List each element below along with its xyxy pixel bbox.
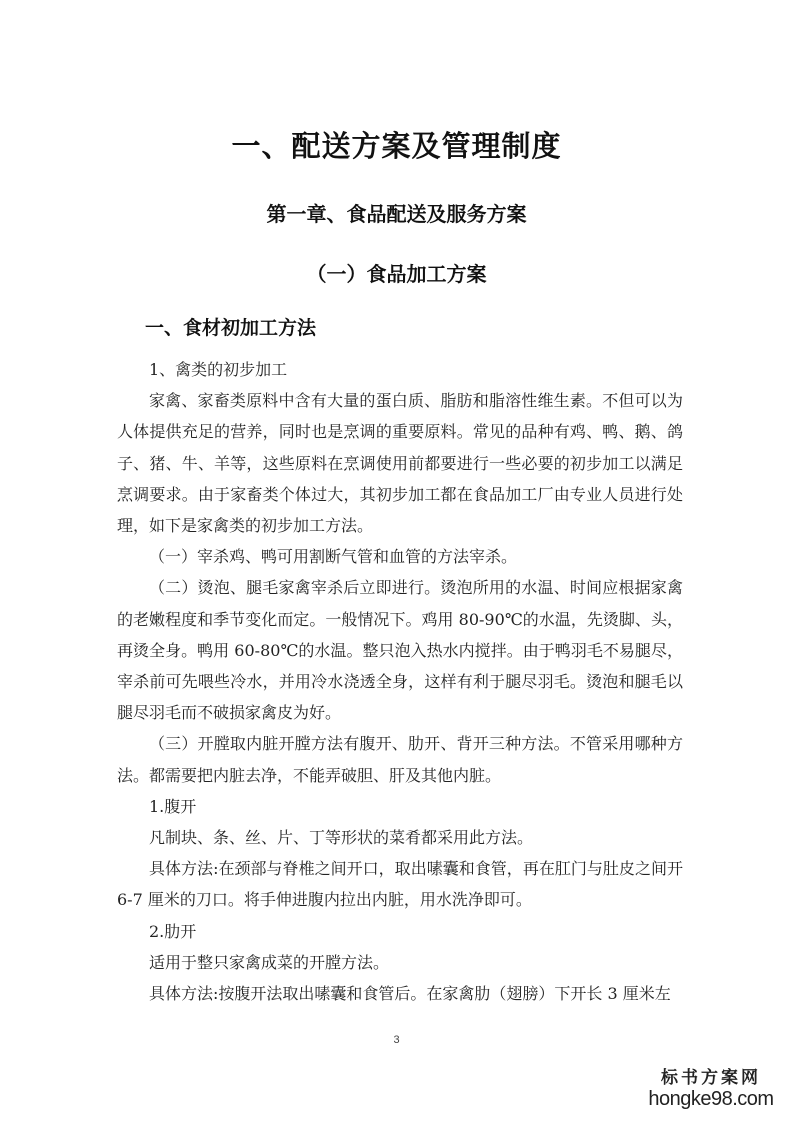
paragraph-subheading: 1.腹开 [149,796,197,816]
chapter-title: 第一章、食品配送及服务方案 [266,202,527,226]
paragraph: （三）开膛取内脏开膛方法有腹开、肋开、背开三种方法。不管采用哪种方法。都需要把内脏去净，不能弄破胆、肝及其他内脏。 [117,734,683,785]
watermark-brand: 标书方案网 [661,1068,761,1088]
paragraph-subheading: 2.肋开 [149,921,197,941]
watermark-logo [641,1068,781,1110]
document-title: 一、配送方案及管理制度 [231,129,562,163]
page-number: 3 [393,1034,400,1046]
paragraph-item-heading: 1、禽类的初步加工 [149,360,288,379]
document-body [117,354,683,1009]
paragraph: 具体方法:按腹开法取出嗉囊和食管后。在家禽肋（翅膀）下开长 3 厘米左 [149,984,671,1004]
paragraph: 适用于整只家禽成菜的开膛方法。 [149,952,390,972]
paragraph: （一）宰杀鸡、鸭可用割断气管和血管的方法宰杀。 [149,547,518,567]
paragraph: 家禽、家畜类原料中含有大量的蛋白质、脂肪和脂溶性维生素。不但可以为人体提供充足的营养，同时也是烹调的重要原料。常见的品种有鸡、鸭、鹅、鸽子、猪、牛、羊等，这些原料在烹调使用前都要进行一些必要的初步加工以满足烹调要求。由于家畜类个体过大，其初步加工都在食品加工厂由专业人员进行处理，如下是家禽类的初步加工方法。 [117,391,683,536]
watermark-url: hongke98.com [648,1088,774,1110]
paragraph: 具体方法:在颈部与脊椎之间开口，取出嗉囊和食管，再在肛门与肚皮之间开 6-7 厘米的刀口。将手伸进腹内拉出内脏，用水洗净即可。 [117,859,683,910]
paragraph: （二）烫泡、腿毛家禽宰杀后立即进行。烫泡所用的水温、时间应根据家禽的老嫩程度和季节变化而定。一般情况下。鸡用 80-90℃的水温，先烫脚、头，再烫全身。鸭用 60-80℃的水温。整只泡入热水内搅拌。由于鸭羽毛不易腿尽，宰杀前可先喂些冷水，并用冷水浇透全身，这样有利于腿尽羽毛。烫泡和腿毛以腿尽羽毛而不破损家禽皮为好。 [117,578,683,723]
paragraph: 凡制块、条、丝、片、丁等形状的菜肴都采用此方法。 [149,828,534,848]
subsection-title: （一）食品加工方案 [306,262,487,286]
section-heading: 一、食材初加工方法 [145,317,317,339]
